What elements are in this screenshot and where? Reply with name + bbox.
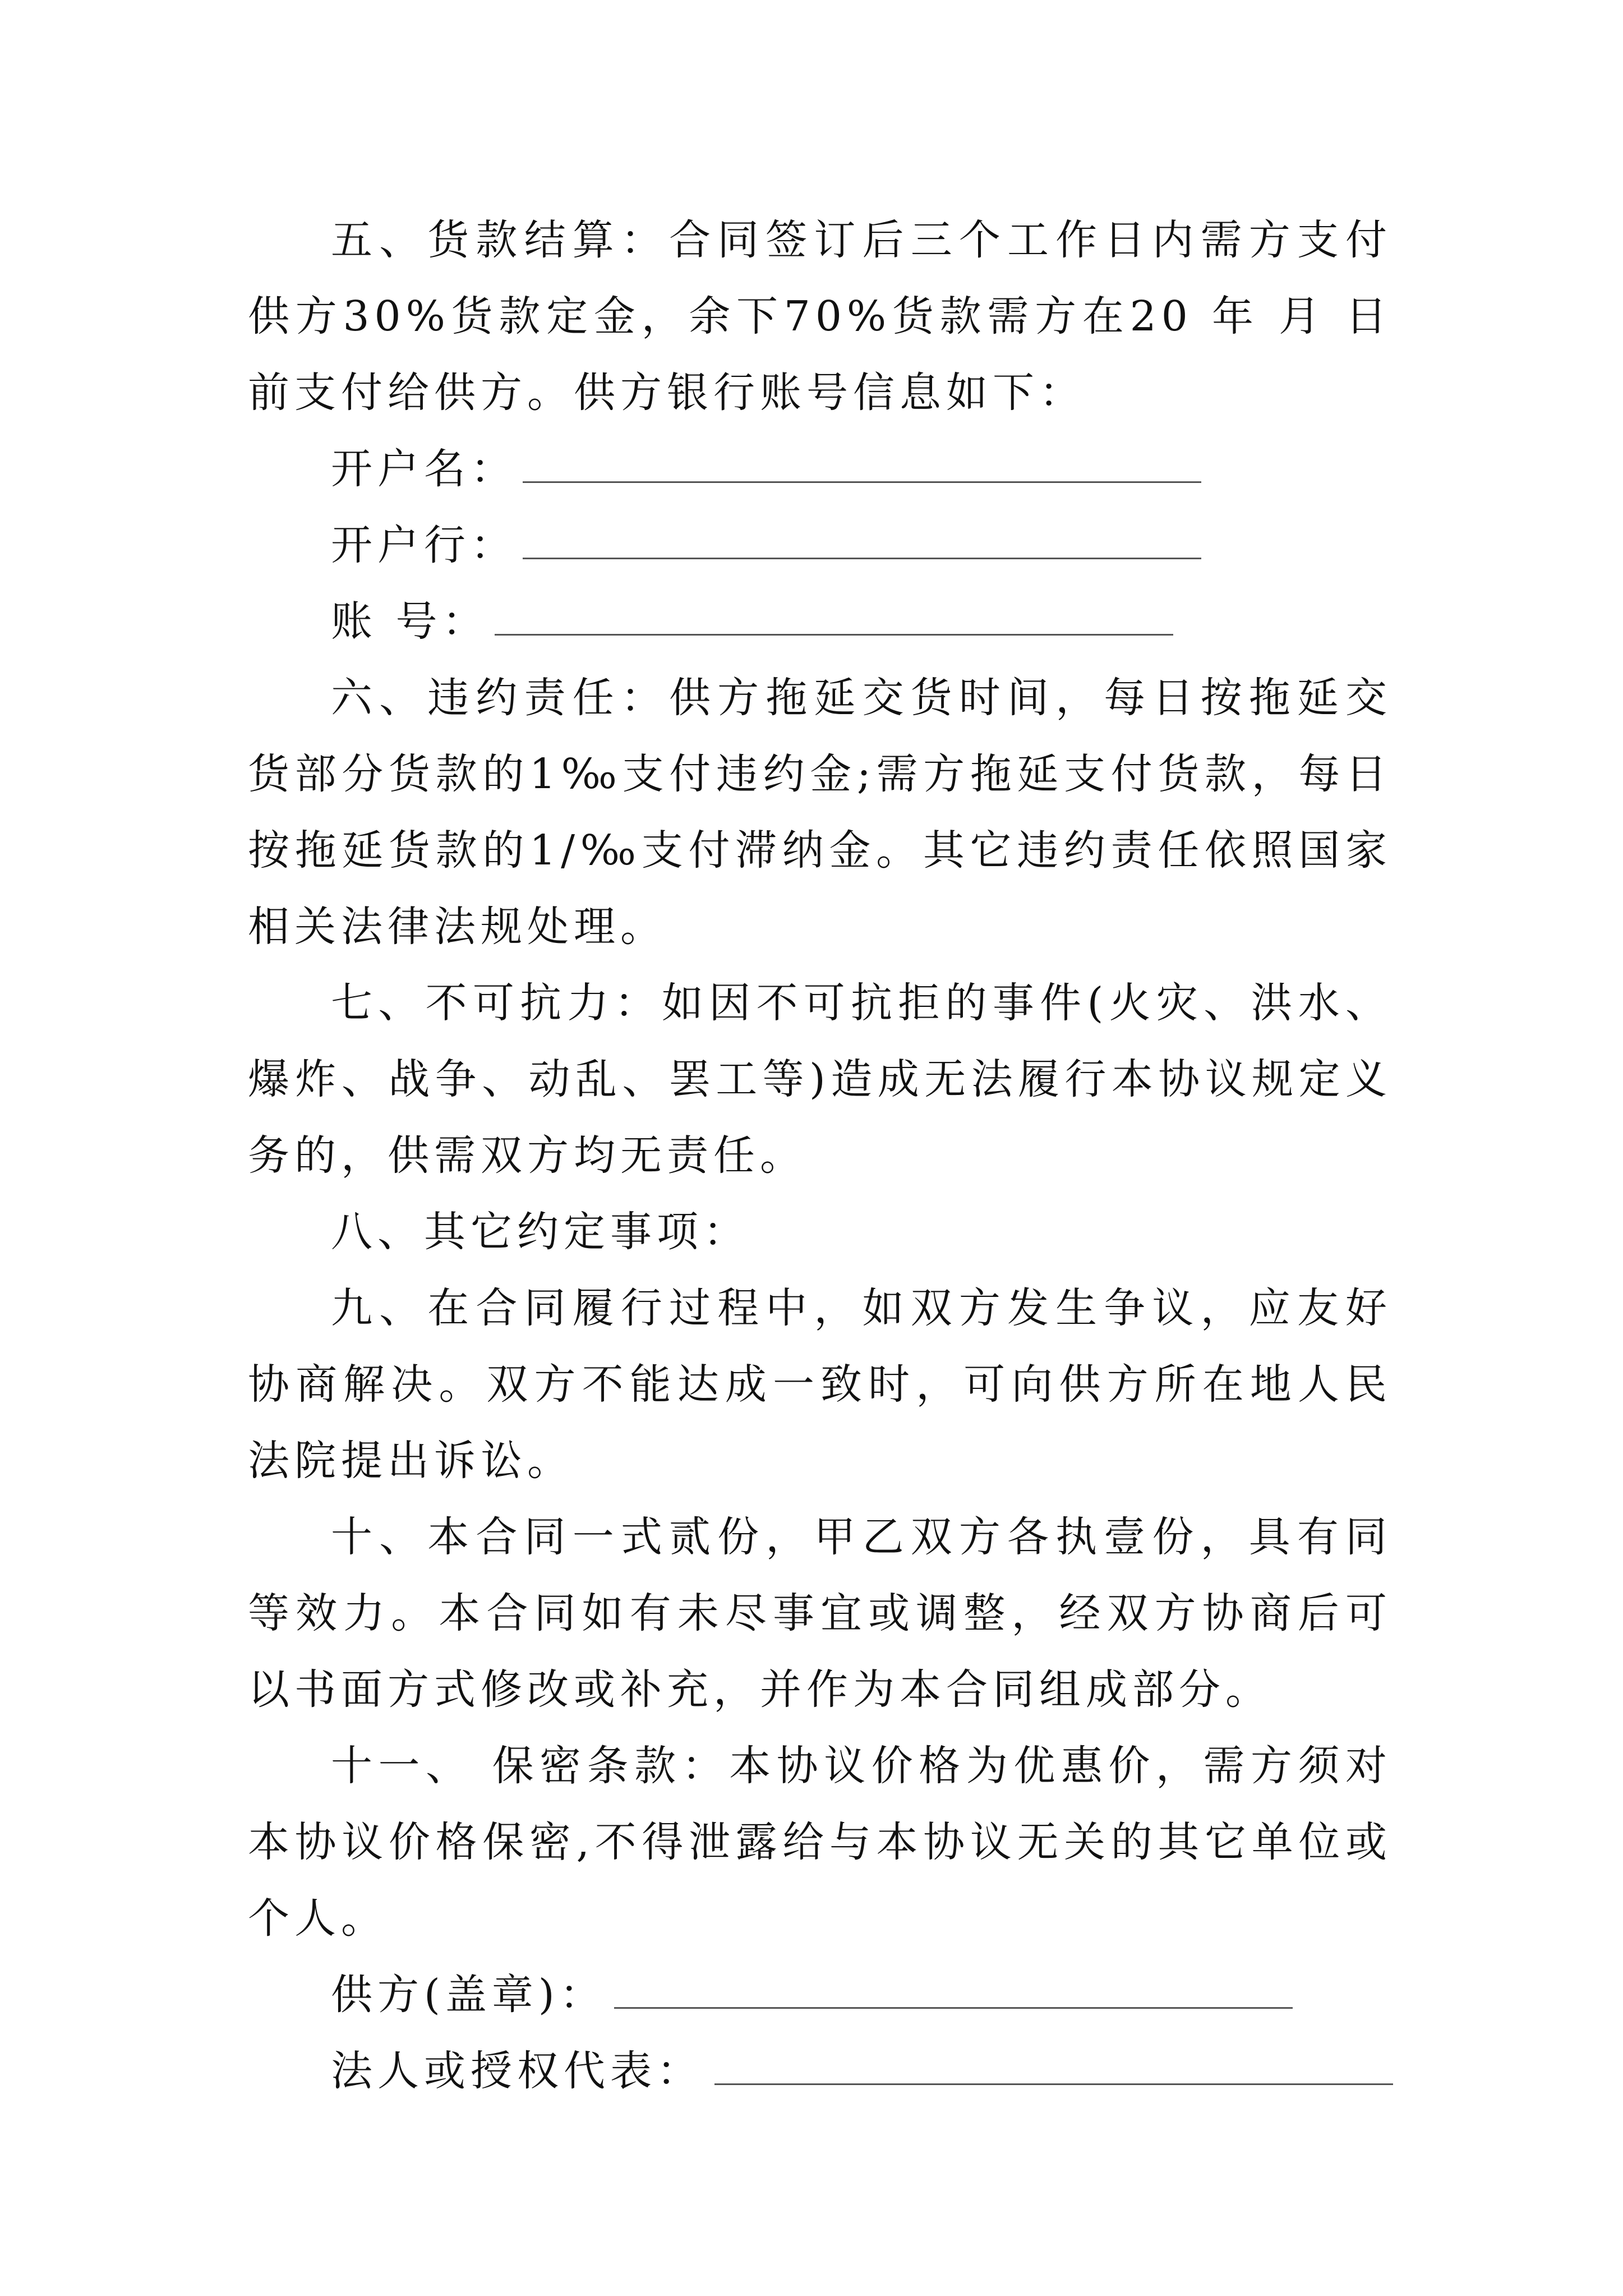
clause-dispute-resolution: 九、在合同履行过程中，如双方发生争议，应友好协商解决。双方不能达成一致时，可向供方所在地人民法院提出诉讼。 [248,1284,1392,1485]
account-name-label: 开户名： [331,445,517,493]
clause-breach-liability: 六、违约责任：供方拖延交货时间，每日按拖延交货部分货款的1‰支付违约金;需方拖延支付货款，每日按拖延货款的1/‰支付滞纳金。其它违约责任依照国家相关法律法规处理。 [248,674,1392,951]
clause-force-majeure: 七、不可抗力：如因不可抗拒的事件(火灾、洪水、爆炸、战争、动乱、罢工等)造成无法履行本协议规定义务的，供需双方均无责任。 [248,979,1392,1180]
supplier-seal-label: 供方(盖章)： [331,1971,606,2019]
bank-name-label: 开户行： [331,521,517,569]
contract-body [248,202,1392,2109]
bank-name-row [248,507,1392,583]
account-number-label: 账 号： [331,597,489,646]
clause-other-matters: 八、其它约定事项： [331,1208,750,1256]
clause-payment-settlement: 五、货款结算：合同签订后三个工作日内需方支付供方30%货款定金，余下70%货款需方在20 年 月 日前支付给供方。供方银行账号信息如下： [248,216,1392,417]
clause-copies-and-amendment: 十、本合同一式贰份，甲乙双方各执壹份，具有同等效力。本合同如有未尽事宜或调整，经双方协商后可以书面方式修改或补充，并作为本合同组成部分。 [248,1513,1392,1714]
clause-confidentiality: 十一、 保密条款：本协议价格为优惠价，需方须对本协议价格保密,不得泄露给与本协议无关的其它单位或个人。 [248,1742,1392,1943]
bank-name-blank[interactable] [523,524,1201,559]
supplier-seal-blank[interactable] [614,1973,1293,2009]
legal-representative-blank[interactable] [714,2050,1393,2085]
legal-representative-row [248,2033,1392,2109]
account-name-blank[interactable] [523,448,1201,483]
account-name-row [248,431,1392,507]
supplier-seal-row [248,1957,1392,2033]
account-number-blank[interactable] [495,600,1173,636]
legal-representative-label: 法人或授权代表： [331,2047,703,2095]
account-number-row [248,583,1392,660]
